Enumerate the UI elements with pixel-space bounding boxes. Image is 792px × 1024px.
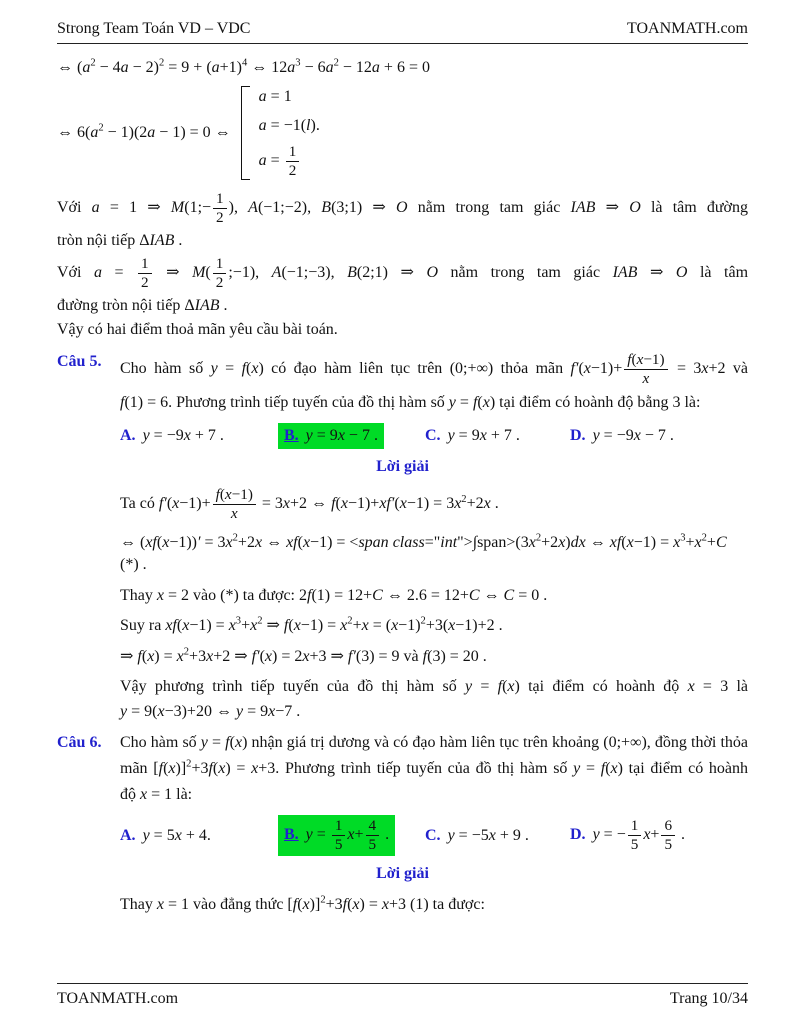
header-left-title: Strong Team Toán VD – VDC (57, 20, 251, 37)
q5-solution-line-6b: y = 9(x−3)+20 ⇔ y = 9x−7 . (120, 702, 301, 720)
case-row-3: a = $\frac{1}{2}$ (259, 143, 320, 180)
q5-solution-line-1: Ta có f′(x−1)+ $\frac{f(x-1)}{x}$ = 3x+2 ⇔ $f(x-1)+xf'(x-1) = 3x^2+2x$ . (120, 486, 499, 523)
option-5d-letter: D. (570, 427, 586, 445)
option-6d-letter: D. (570, 826, 586, 844)
footer-site: TOANMATH.com (57, 990, 179, 1008)
option-5c-letter: C. (425, 427, 441, 445)
conclusion-two-points: Vậy có hai điểm thoả mãn yêu cầu bài toán. (57, 321, 338, 339)
question-5-label: Câu 5. (57, 352, 102, 370)
case-row-2: a = −1(l). (258, 116, 320, 134)
question-5-options-row (120, 423, 748, 449)
option-6b (278, 815, 425, 856)
q5-solution-line-4: Suy ra $xf(x-1) = x^3+x^2$ ⇒ $f(x-1) = x^2+x = (x-1)^2+3(x-1)+2$ . (120, 615, 503, 635)
option-6a-formula: y = 5x + 4. (142, 826, 211, 844)
option-6c-formula: y = −5x + 9 . (447, 826, 529, 844)
question-6-statement-line2: mãn $[f(x)]^2+3f(x) = x+3$. Phương trình tiếp tuyến của đồ thị hàm số y = f(x) tại điểm có hoành (120, 758, 749, 778)
paragraph-ahalf-line2: đường tròn nội tiếp ΔIAB . (57, 296, 228, 314)
equation-line-1: ⇔ $(a^2 - 4a - 2)^2 = 9 + (a+1)^4$ ⇔ $12a^3 - 6a^2 - 12a + 6 = 0$ (57, 57, 430, 76)
option-6b-letter: B. (284, 826, 299, 844)
option-6c (425, 825, 570, 847)
option-5c-formula: y = 9x + 7 . (447, 427, 520, 445)
option-5b (278, 423, 425, 449)
question-5-statement-line2: f(1) = 6. Phương trình tiếp tuyến của đồ thị hàm số y = f(x) tại điểm có hoành độ bằng 3 là: (120, 393, 701, 411)
option-5d (570, 425, 748, 447)
option-6a-letter: A. (120, 826, 136, 844)
option-5b-formula: y = 9x − 7 . (305, 427, 378, 445)
paragraph-a1-line2: tròn nội tiếp ΔIAB . (57, 232, 183, 250)
option-5b-highlight (278, 423, 384, 449)
option-5b-letter: B. (284, 427, 299, 445)
page-header (57, 18, 748, 44)
question-6-options-row (120, 815, 748, 856)
q6-solution-line-1: Thay x = 1 vào đẳng thức $[f(x)]^2+3f(x) = x+3$ (1) ta được: (120, 894, 485, 913)
option-5a-formula: y = −9x + 7 . (142, 427, 224, 445)
option-6d (570, 817, 748, 854)
cases-group (241, 86, 320, 180)
question-5-statement-line1: Cho hàm số y = f(x) có đạo hàm liên tục trên (0;+∞) thỏa mãn f′(x−1)+ $\frac{f(x-1)}{x}$ = 3x+2 và (120, 350, 748, 387)
paragraph-a1-line1: Với a = 1 ⇒ M(1;− $\frac{1}{2}$ ), A(−1;−2), B(3;1) ⇒ O nằm trong tam giác IAB ⇒ O là tâm đường (57, 190, 749, 227)
option-6b-formula: y = $\frac{1}{5}$ x+ $\frac{4}{5}$ . (305, 817, 390, 854)
q5-solution-line-3: Thay x = 2 vào (*) ta được: 2f(1) = 12+C ⇔ 2.6 = 12+C ⇔ C = 0 . (120, 586, 548, 604)
cases-lead-equation: ⇔ $6(a^2 - 1)(2a - 1) = 0$ ⇔ (57, 123, 231, 142)
question-6-label: Câu 6. (57, 734, 102, 752)
question-6 (57, 732, 748, 915)
left-bracket-icon (241, 86, 250, 180)
paragraph-a half-line1: Với a = $\frac{1}{2}$ ⇒ M( $\frac{1}{2}$ ;−1), A(−1;−3), B(2;1) ⇒ O nằm trong tam giác IAB ⇒ O là tâm (57, 254, 749, 291)
question-5 (57, 351, 748, 723)
option-6b-highlight (278, 815, 395, 856)
option-5c (425, 425, 570, 447)
header-right-site: TOANMATH.com (626, 20, 748, 37)
option-6a (120, 825, 278, 847)
question-6-statement-line3: độ x = 1 là: (120, 785, 193, 803)
equation-cases-block (57, 86, 748, 180)
question-6-statement-line1: Cho hàm số y = f(x) nhận giá trị dương và có đạo hàm liên tục trên khoảng (0;+∞), đồng thời thỏa (120, 734, 749, 752)
option-5d-formula: y = −9x − 7 . (592, 427, 674, 445)
q5-solution-line-5: ⇒ $f(x) = x^2+3x+2$ ⇒ f′(x) = 2x+3 ⇒ f′(3) = 9 và f(3) = 20 . (120, 646, 487, 665)
question-5-solution-heading: Lời giải (376, 457, 429, 475)
cases-rows (259, 86, 320, 180)
case-row-1: a = 1 (258, 88, 292, 106)
q5-solution-line-6a: Vậy phương trình tiếp tuyến của đồ thị hàm số y = f(x) tại điểm có hoành độ x = 3 là (120, 678, 749, 696)
q5-solution-line-2: ⇔ $(xf(x-1))' = 3x^2+2x$ ⇔ xf(x−1) = <span $class="int">\int span>(3x^2+2x)dx$ ⇔ $xf(x-1) = x^3+x^2+C$ (*) . (120, 532, 727, 573)
footer-page-number: Trang 10/34 (669, 990, 748, 1008)
page-footer (57, 983, 748, 1010)
option-5a (120, 425, 278, 447)
question-6-solution-heading: Lời giải (376, 865, 429, 883)
option-5a-letter: A. (120, 427, 136, 445)
option-6d-formula: y = − $\frac{1}{5}$ x+ $\frac{6}{5}$ . (592, 817, 686, 854)
option-6c-letter: C. (425, 826, 441, 844)
